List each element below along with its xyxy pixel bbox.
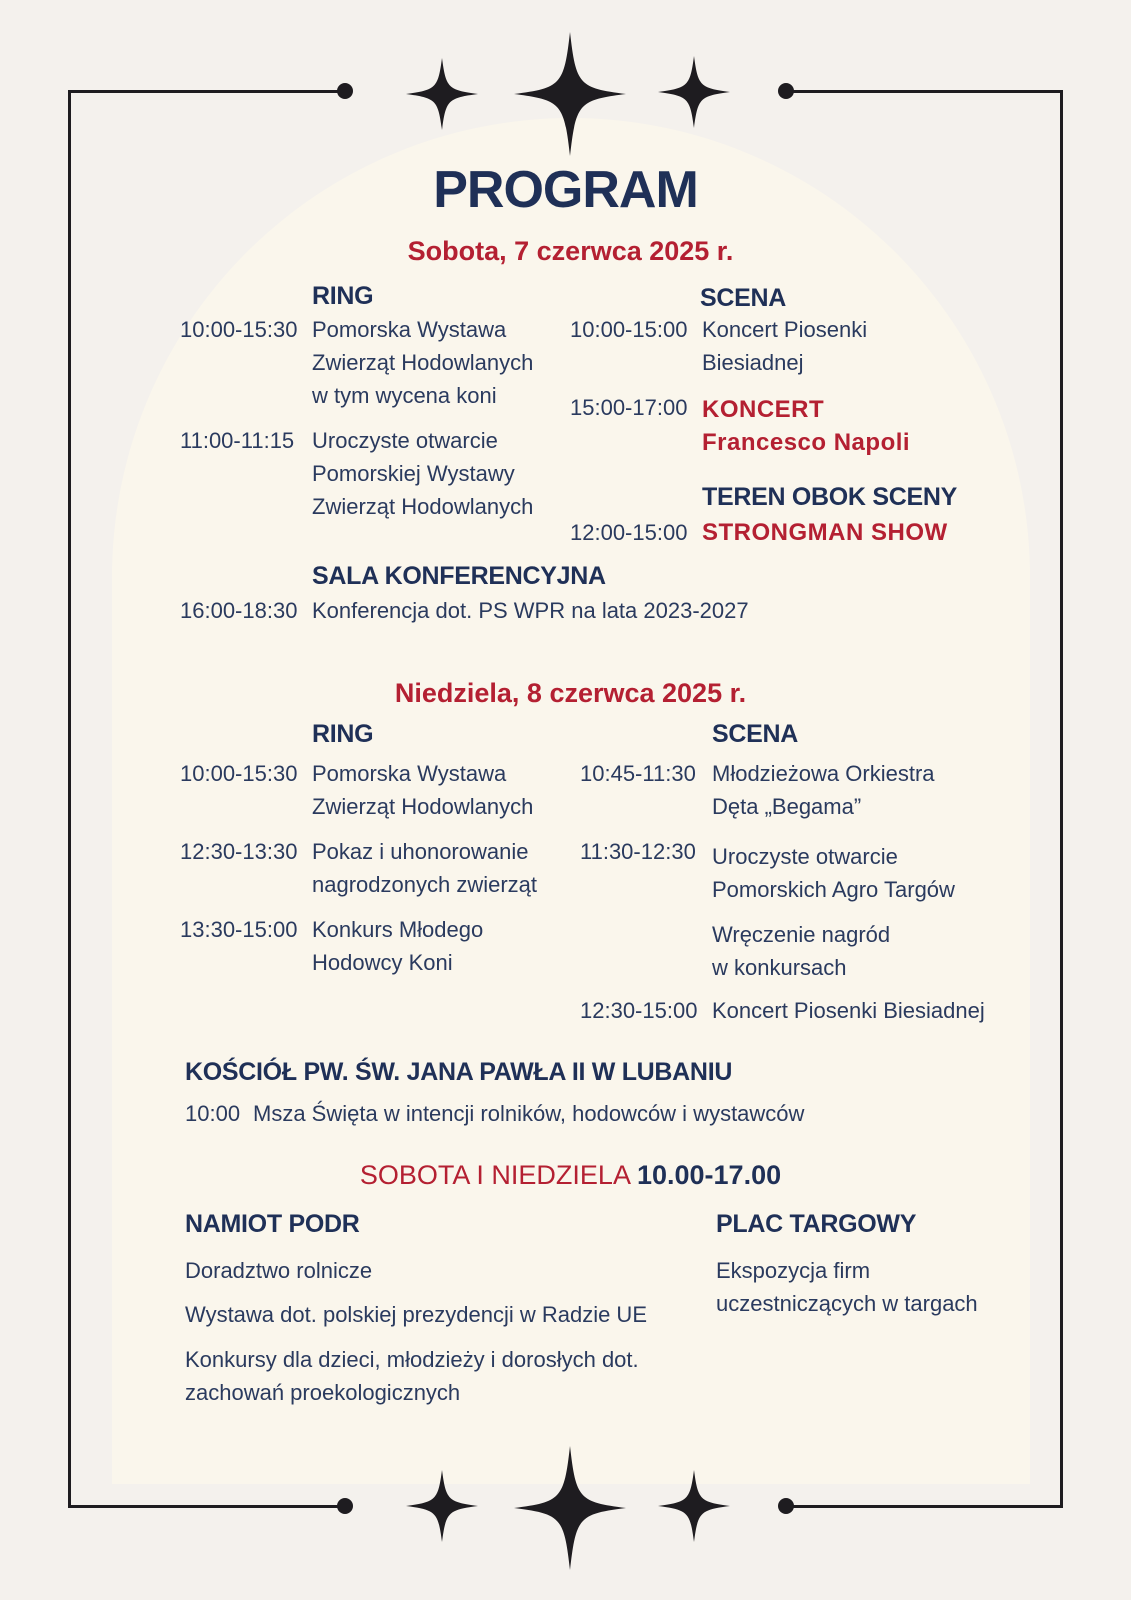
frame-right	[1060, 90, 1063, 1508]
saturday-ring-event-2-line-1: Uroczyste otwarcie	[312, 428, 498, 453]
saturday-sala-time: 16:00-18:30	[180, 598, 298, 623]
frame-dot	[778, 1498, 794, 1514]
sunday-scena-event-2-line-2: Pomorskich Agro Targów	[712, 877, 955, 902]
weekend-banner	[0, 1160, 1131, 1191]
frame-bottom-right	[785, 1505, 1063, 1508]
saturday-ring-time-1: 10:00-15:30	[180, 317, 298, 342]
saturday-sala-event: Konferencja dot. PS WPR na lata 2023-2027	[312, 598, 749, 623]
frame-top-left	[68, 90, 346, 93]
saturday-ring-event-1-line-2: Zwierząt Hodowlanych	[312, 350, 534, 375]
sunday-ring-event-2-line-2: nagrodzonych zwierząt	[312, 872, 538, 897]
plac-line-2: uczestniczących w targach	[716, 1291, 978, 1316]
four-point-star-icon	[658, 1470, 730, 1542]
sunday-scena-time-1: 10:45-11:30	[580, 761, 696, 786]
saturday-scena-event-1-line-1: Koncert Piosenki	[702, 317, 868, 342]
sunday-ring-time-1: 10:00-15:30	[180, 761, 298, 786]
namiot-item-3-line-1: Konkursy dla dzieci, młodzieży i dorosłych dot.	[185, 1347, 639, 1372]
church-time: 10:00	[185, 1101, 241, 1126]
plac-heading: PLAC TARGOWY	[716, 1210, 917, 1238]
saturday-ring-event-1-line-1: Pomorska Wystawa	[312, 317, 507, 342]
four-point-star-icon	[658, 56, 730, 128]
saturday-date: Sobota, 7 czerwca 2025 r.	[407, 236, 734, 266]
sunday-ring-event-2-line-1: Pokaz i uhonorowanie	[312, 839, 529, 864]
frame-dot	[337, 1498, 353, 1514]
sunday-date: Niedziela, 8 czerwca 2025 r.	[394, 678, 747, 708]
saturday-strongman-show: STRONGMAN SHOW	[702, 519, 948, 546]
sunday-ring-heading: RING	[312, 720, 374, 748]
sunday-scena-event-1-line-2: Dęta „Begama”	[712, 794, 862, 819]
saturday-scena-time-2: 15:00-17:00	[570, 395, 688, 420]
saturday-sala-heading: SALA KONFERENCYJNA	[312, 562, 606, 590]
sunday-scena-time-2: 11:30-12:30	[580, 839, 696, 864]
frame-dot	[337, 83, 353, 99]
sunday-scena-event-1-line-1: Młodzieżowa Orkiestra	[712, 761, 935, 786]
namiot-item-2: Wystawa dot. polskiej prezydencji w Radzie UE	[185, 1302, 647, 1327]
four-point-star-icon	[514, 1446, 626, 1570]
saturday-ring-event-2-line-3: Zwierząt Hodowlanych	[312, 494, 534, 519]
sunday-ring-event-3-line-1: Konkurs Młodego	[312, 917, 484, 942]
namiot-item-1: Doradztwo rolnicze	[185, 1258, 373, 1283]
saturday-ring-event-2-line-2: Pomorskiej Wystawy	[312, 461, 515, 486]
frame-bottom-left	[68, 1505, 346, 1508]
church-event: Msza Święta w intencji rolników, hodowców i wystawców	[253, 1101, 805, 1126]
sunday-scena-heading: SCENA	[712, 720, 799, 748]
saturday-concert-artist: Francesco Napoli	[702, 429, 911, 456]
sunday-ring-event-1-line-1: Pomorska Wystawa	[312, 761, 507, 786]
saturday-concert-label: KONCERT	[702, 396, 825, 423]
plac-line-1: Ekspozycja firm	[716, 1258, 871, 1283]
namiot-heading: NAMIOT PODR	[185, 1210, 360, 1238]
sunday-scena-time-4: 12:30-15:00	[580, 998, 698, 1023]
sunday-scena-event-3-line-1: Wręczenie nagród	[712, 922, 891, 947]
page-title: PROGRAM	[433, 161, 698, 219]
sunday-ring-event-3-line-2: Hodowcy Koni	[312, 950, 453, 975]
sunday-ring-time-2: 12:30-13:30	[180, 839, 298, 864]
weekend-days: SOBOTA I NIEDZIELA	[359, 1160, 630, 1190]
four-point-star-icon	[514, 32, 626, 156]
sunday-scena-event-4-line-1: Koncert Piosenki Biesiadnej	[712, 998, 985, 1023]
four-point-star-icon	[406, 58, 478, 130]
saturday-ring-event-1-line-3: w tym wycena koni	[312, 383, 497, 408]
sunday-scena-event-2-line-1: Uroczyste otwarcie	[712, 844, 898, 869]
sunday-scena-event-3-line-2: w konkursach	[712, 955, 847, 980]
saturday-ring-time-2: 11:00-11:15	[180, 428, 295, 453]
namiot-item-3-line-2: zachowań proekologicznych	[185, 1380, 461, 1405]
saturday-teren-time: 12:00-15:00	[570, 520, 688, 545]
weekend-hours: 10.00-17.00	[636, 1160, 782, 1190]
four-point-star-icon	[406, 1470, 478, 1542]
frame-left	[68, 90, 71, 1508]
saturday-scena-event-1-line-2: Biesiadnej	[702, 350, 804, 375]
saturday-teren-heading: TEREN OBOK SCENY	[702, 483, 957, 511]
sunday-ring-time-3: 13:30-15:00	[180, 917, 298, 942]
saturday-scena-heading: SCENA	[700, 284, 787, 312]
sunday-ring-event-1-line-2: Zwierząt Hodowlanych	[312, 794, 534, 819]
saturday-scena-time-1: 10:00-15:00	[570, 317, 688, 342]
saturday-ring-heading: RING	[312, 282, 374, 310]
church-heading: KOŚCIÓŁ PW. ŚW. JANA PAWŁA II W LUBANIU	[185, 1058, 733, 1086]
frame-dot	[778, 83, 794, 99]
frame-top-right	[785, 90, 1063, 93]
